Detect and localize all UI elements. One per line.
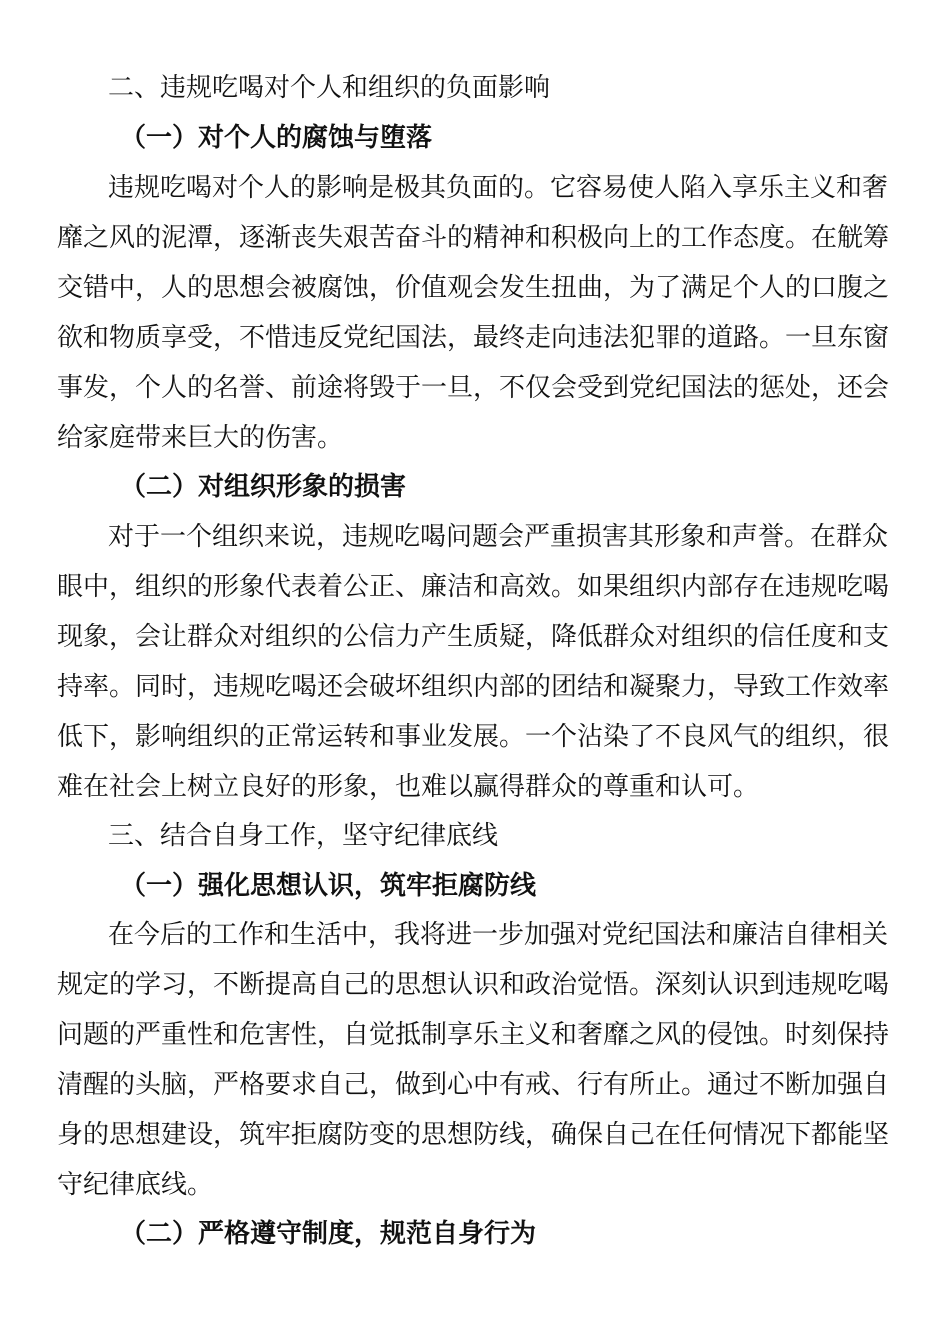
paragraph-line: 守纪律底线。 [57, 1170, 214, 1200]
paragraph-line: 事发，个人的名誉、前途将毁于一旦，不仅会受到党纪国法的惩处，还会 [57, 373, 890, 403]
paragraph-line: 靡之风的泥潭，逐渐丧失艰苦奋斗的精神和积极向上的工作态度。在觥筹 [57, 223, 890, 253]
paragraph-line: 问题的严重性和危害性，自觉抵制享乐主义和奢靡之风的侵蚀。时刻保持 [57, 1020, 890, 1050]
paragraph-line: 在今后的工作和生活中，我将进一步加强对党纪国法和廉洁自律相关 [108, 920, 889, 950]
subsection-title: （一）强化思想认识，筑牢拒腐防线 [120, 871, 537, 901]
subsection-title: （二）对组织形象的损害 [120, 472, 407, 502]
paragraph-line: 低下，影响组织的正常运转和事业发展。一个沾染了不良风气的组织，很 [57, 722, 890, 752]
paragraph-line: 交错中，人的思想会被腐蚀，价值观会发生扭曲，为了满足个人的口腹之 [57, 273, 890, 303]
paragraph-line: 清醒的头脑，严格要求自己，做到心中有戒、行有所止。通过不断加强自 [57, 1070, 890, 1100]
subsection-title: （二）严格遵守制度，规范自身行为 [120, 1219, 537, 1249]
paragraph-line: 现象，会让群众对组织的公信力产生质疑，降低群众对组织的信任度和支 [57, 622, 890, 652]
paragraph-line: 对于一个组织来说，违规吃喝问题会严重损害其形象和声誉。在群众 [108, 522, 889, 552]
paragraph-line: 违规吃喝对个人的影响是极其负面的。它容易使人陷入享乐主义和奢 [108, 173, 889, 203]
paragraph-line: 难在社会上树立良好的形象，也难以赢得群众的尊重和认可。 [57, 772, 760, 802]
paragraph-line: 欲和物质享受，不惜违反党纪国法，最终走向违法犯罪的道路。一旦东窗 [57, 323, 890, 353]
paragraph-line: 规定的学习，不断提高自己的思想认识和政治觉悟。深刻认识到违规吃喝 [57, 970, 890, 1000]
paragraph-line: 身的思想建设，筑牢拒腐防变的思想防线，确保自己在任何情况下都能坚 [57, 1120, 890, 1150]
section-heading: 二、违规吃喝对个人和组织的负面影响 [108, 73, 551, 103]
paragraph-line: 持率。同时，违规吃喝还会破坏组织内部的团结和凝聚力，导致工作效率 [57, 672, 890, 702]
paragraph-line: 眼中，组织的形象代表着公正、廉洁和高效。如果组织内部存在违规吃喝 [57, 572, 890, 602]
section-heading: 三、结合自身工作，坚守纪律底线 [108, 821, 499, 851]
subsection-title: （一）对个人的腐蚀与堕落 [120, 123, 433, 153]
paragraph-line: 给家庭带来巨大的伤害。 [57, 423, 344, 453]
